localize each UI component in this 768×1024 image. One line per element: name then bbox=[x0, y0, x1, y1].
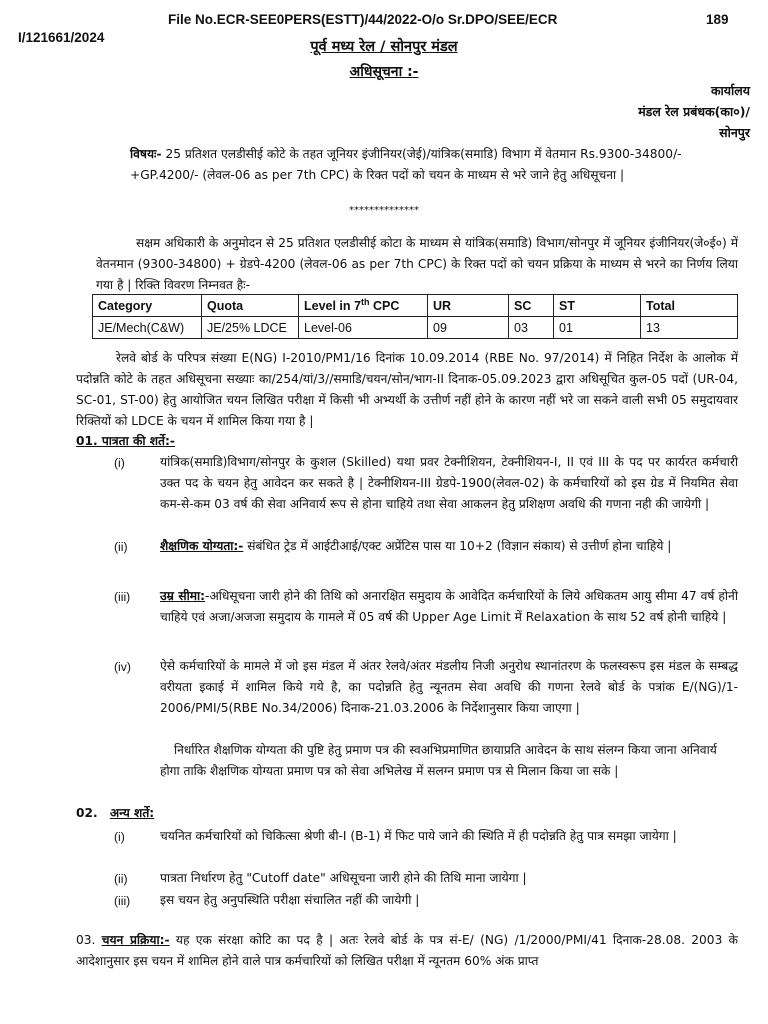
office-address bbox=[560, 80, 750, 143]
age-limit-label: उम्र सीमा: bbox=[160, 589, 206, 603]
table-cell: 03 bbox=[509, 317, 554, 339]
section-02-number: 02. bbox=[76, 806, 98, 820]
table-cell: JE/Mech(C&W) bbox=[93, 317, 202, 339]
table-header: Category bbox=[93, 295, 202, 317]
table-row bbox=[93, 317, 738, 339]
table-cell: 13 bbox=[641, 317, 738, 339]
separator-stars: ************** bbox=[349, 205, 419, 216]
list-item-number: (i) bbox=[114, 830, 125, 844]
table-header: Level in 7th CPC bbox=[299, 295, 428, 317]
table-header: SC bbox=[509, 295, 554, 317]
office-line: कार्यालय bbox=[710, 83, 750, 98]
reference-number: I/121661/2024 bbox=[18, 30, 105, 45]
eligibility-item-age-limit bbox=[160, 586, 738, 628]
qualification-text: संबंधित ट्रेड में आईटीआई/एक्ट अप्रेंटिस पास या 10+2 (विज्ञान संकाय) से उत्तीर्ण होना चाहिये | bbox=[243, 539, 672, 553]
other-condition-absentee: इस चयन हेतु अनुपस्थिति परीक्षा संचालित नहीं की जायेगी | bbox=[160, 893, 420, 907]
table-cell: Level-06 bbox=[299, 317, 428, 339]
subject-text: 25 प्रतिशत एलडीसीई कोटे के तहत जूनियर इंजीनियर(जेई)/यांत्रिक(समाडि) विभाग में वेतमान Rs.9300-34800/- +GP.4200/- (लेवल-06 as per 7th CPC) के रिक्त पदों को चयन के माध्यम से भरे जाने हेतु अधिसूचना | bbox=[130, 147, 682, 182]
section-03-label: चयन प्रक्रिया:- bbox=[101, 933, 170, 947]
eligibility-item-transfer: ऐसे कर्मचारियों के मामले में जो इस मंडल में अंतर रेलवे/अंतर मंडलीय निजी अनुरोध स्थानांतरण के फलस्वरूप इस मंडल के सम्बद्ध वरीयता इकाई में शामिल किये गये है, का पदोन्नति हेतु न्यूनतम सेवा अवधि की गणना रेलवे बोर्ड के पत्रांक E/(NG)/1-2006/PMI/5(RBE No.34/2006) दिनाक-21.03.2006 के निर्देशानुसार किया जाएगा | bbox=[160, 659, 739, 715]
table-header: ST bbox=[554, 295, 641, 317]
subject-block bbox=[130, 144, 720, 186]
section-03-text: यह एक संरक्षा कोटि का पद है | अतः रेलवे बोर्ड के पत्र सं-E/ (NG) /1/2000/PMI/41 दिनाक-28.08. 2003 के आदेशानुसार इस चयन में शामिल होने वाले पात्र कर्मचारियों को लिखित परीक्षा में न्यूनतम 60% अंक प्राप्त bbox=[76, 933, 738, 968]
office-line: सोनपुर bbox=[719, 125, 750, 140]
other-condition-cutoff: पात्रता निर्धारण हेतु "Cutoff date" अधिसूचना जारी होने की तिथि माना जायेगा | bbox=[160, 871, 527, 885]
table-header: UR bbox=[428, 295, 509, 317]
list-item-number: (ii) bbox=[114, 540, 128, 554]
page-number: 189 bbox=[706, 12, 729, 27]
certificate-note: निर्धारित शैक्षणिक योग्यता की पुष्टि हेतु प्रमाण पत्र की स्वअभिप्रमाणित छायाप्रति आवेदन के साथ संलग्न किया जाना अनिवार्य होगा ताकि शैक्षणिक योग्यता प्रमाण पत्र को सेवा अभिलेख में सलग्न प्रमाण पत्र से मिलान किया जा सके | bbox=[160, 743, 717, 778]
list-item-number: (ii) bbox=[114, 872, 128, 886]
railway-division-heading: पूर्व मध्य रेल / सोनपुर मंडल bbox=[310, 39, 458, 55]
qualification-label: शैक्षणिक योग्यता:- bbox=[160, 539, 244, 553]
table-header-row bbox=[93, 295, 738, 317]
table-cell: 01 bbox=[554, 317, 641, 339]
table-header: Total bbox=[641, 295, 738, 317]
section-03-selection-process bbox=[76, 930, 738, 972]
table-header: Quota bbox=[202, 295, 299, 317]
table-cell: JE/25% LDCE bbox=[202, 317, 299, 339]
office-line: मंडल रेल प्रबंधक(का०)/ bbox=[638, 104, 750, 119]
list-item-number: (iv) bbox=[114, 660, 131, 674]
file-number: File No.ECR-SEE0PERS(ESTT)/44/2022-O/o Sr.DPO/SEE/ECR bbox=[168, 12, 558, 27]
notification-title: अधिसूचना :- bbox=[349, 64, 419, 80]
list-item-number: (iii) bbox=[114, 590, 131, 604]
vacancy-table bbox=[92, 294, 738, 339]
eligibility-item-qualification bbox=[160, 536, 738, 557]
section-02-label: अन्य शर्ते: bbox=[109, 806, 155, 820]
section-03-number: 03. bbox=[76, 933, 96, 947]
list-item-number: (i) bbox=[114, 456, 125, 470]
list-item-number: (iii) bbox=[114, 894, 131, 908]
board-circular-paragraph: रेलवे बोर्ड के परिपत्र संख्या E(NG) I-2010/PM1/16 दिनांक 10.09.2014 (RBE No. 97/2014) में निहित निर्देश के आलोक में पदोन्नति कोटे के तहत अधिसूचना सख्याः का/254/यां/3//समाडि/चयन/सोन/भाग-II दिनाक-05.09.2023 द्वारा अधिसूचित कुल-05 पदों (UR-04, SC-01, ST-00) हेतु आयोजित चयन लिखित परीक्षा में किसी भी अभ्यर्थी के उत्तीर्ण नहीं होने के कारण नहीं भरे जा सकने वाली सभी 05 समुदायवार रिक्तियों को LDCE के चयन में शामिल किया गया है | bbox=[76, 351, 738, 428]
section-02-title bbox=[76, 804, 154, 821]
eligibility-item-skilled: यांत्रिक(समाडि)विभाग/सोनपुर के कुशल (Skilled) यथा प्रवर टेक्नीशियन, टेक्नीशियन-I, II एवं III के पद पर कार्यरत कर्मचारी उक्त पद के चयन हेतु आवेदन कर सकते है | टेक्नीशियन-III ग्रेडपे-1900(लेवल-02) के कर्मचारियों को इस ग्रेड में नियमित सेवा कम-से-कम 03 वर्ष की सेवा अनिवार्य रूप से होना चाहिये तथा सेवा आकलन हेतु प्रशिक्षण अवधि की गणना नही की जायेगी | bbox=[160, 455, 738, 511]
section-01-title: 01. पात्रता की शर्ते:- bbox=[76, 434, 175, 448]
subject-label: विषयः- bbox=[130, 147, 162, 161]
table-cell: 09 bbox=[428, 317, 509, 339]
other-condition-medical: चयनित कर्मचारियों को चिकित्सा श्रेणी बी-I (B-1) में फिट पाये जाने की स्थिति में ही पदोन्नति हेतु पात्र समझा जायेगा | bbox=[160, 829, 677, 843]
age-limit-text: -अधिसूचना जारी होने की तिथि को अनारक्षित समुदाय के आवेदित कर्मचारियों के लिये अधिकतम आयु सीमा 47 वर्ष होनी चाहिये एवं अजा/अजजा समुदाय के गामले में 05 वर्ष की Upper Age Limit में Relaxation के साथ 52 वर्ष होनी चाहिये | bbox=[160, 589, 738, 624]
intro-paragraph: सक्षम अधिकारी के अनुमोदन से 25 प्रतिशत एलडीसीई कोटा के माध्यम से यांत्रिक(समाडि) विभाग/सोनपुर में जूनियर इंजीनियर(जे०ई०) में वेतनमान (9300-34800) + ग्रेडपे-4200 (लेवल-06 as per 7th CPC) के रिक्त पदों को चयन प्रक्रिया के माध्यम से भरने का निर्णय लिया गया है | रिक्ति विवरण निम्नवत हैः- bbox=[96, 236, 738, 292]
